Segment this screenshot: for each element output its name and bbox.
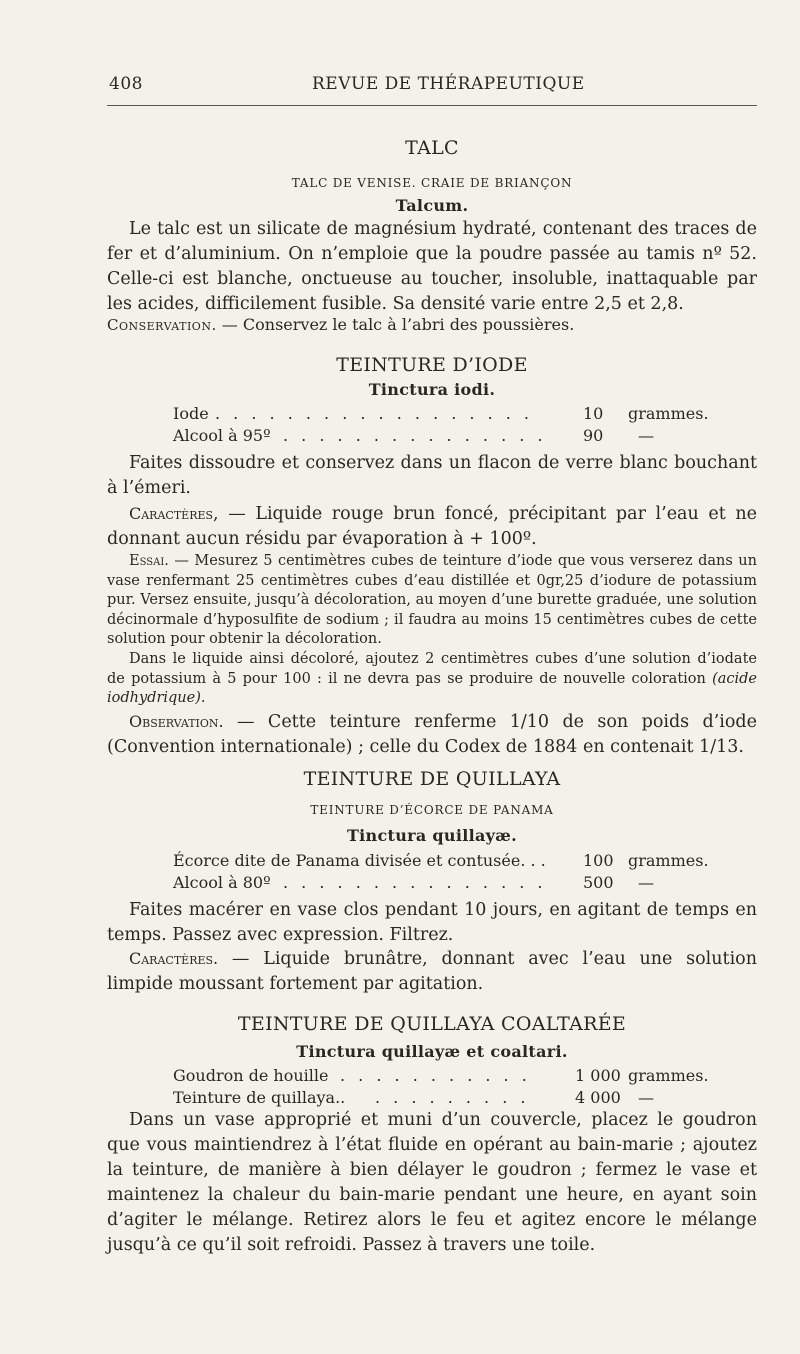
talc-conservation [107,315,757,334]
caracteres-text: , — Liquide rouge brun foncé, précipitant par l’eau et ne donnant aucun résidu par évaporation à + 100º. [107,504,757,549]
talc-description: Le talc est un silicate de magnésium hydraté, contenant des traces de fer et d’aluminium. On n’emploie que la poudre passée au tamis nº 52. Celle-ci est blanche, onctueuse au toucher, insoluble, inattaquable par les acides, difficilement fusible. Sa densité varie entre 2,5 et 2,8. [107,219,757,314]
conservation-label: Conservation. [107,316,217,334]
recipe-line [107,873,757,895]
leader-dots: . . . . . . . . . . . [340,1066,531,1085]
ingredient-unit: — [638,873,654,892]
coaltar-title: TEINTURE DE QUILLAYA COALTARÉE [237,1013,627,1035]
ingredient-unit: grammes. [628,1066,709,1085]
ingredient-unit: — [638,426,654,445]
coaltar-latin-name: Tinctura quillayæ et coaltari. [296,1042,568,1061]
quillaya-title: TEINTURE DE QUILLAYA [303,768,561,790]
ingredient-name: Alcool à 80º [173,873,271,892]
observation-label: Observation. [129,712,224,731]
quillaya-instructions: Faites macérer en vase clos pendant 10 jours, en agitant de temps en temps. Passez avec expression. Filtrez. [107,900,757,945]
recipe-line [107,1066,757,1088]
recipe-line [107,426,757,448]
leader-dots: . . . . . . . . . [375,1088,530,1107]
coaltar-recipe [107,1066,757,1110]
ingredient-qty: 4 000 [575,1088,621,1107]
header-rule [107,105,757,106]
iode-caracteres [107,501,757,552]
iode-instructions: Faites dissoudre et conservez dans un flacon de verre blanc bouchant à l’émeri. [107,453,757,498]
iode-recipe [107,404,757,448]
caracteres-label: Caractères [129,504,214,523]
ingredient-name: Iode [173,404,209,423]
caracteres-label: Caractères. [129,949,219,968]
conservation-text: — Conservez le talc à l’abri des poussières. [216,315,575,334]
ingredient-qty: 500 [583,873,614,892]
leader-dots: . . . . . . . . . . . . . . . [283,873,547,892]
recipe-line [107,404,757,426]
leader-dots: . . . . . . . . . . . . . . . . . . [215,404,534,423]
ingredient-name: Goudron de houille [173,1066,329,1085]
ingredient-name: Alcool à 95º [173,426,271,445]
running-header [107,74,757,96]
recipe-line [107,1088,757,1110]
journal-title: REVUE DE THÉRAPEUTIQUE [312,74,585,94]
ingredient-qty: 1 000 [575,1066,621,1085]
quillaya-subtitle: TEINTURE D’ÉCORCE DE PANAMA [310,803,554,817]
iode-title: TEINTURE D’IODE [336,354,528,376]
iode-essai [107,552,757,650]
ingredient-qty: 90 [583,426,604,445]
talc-latin-name: Talcum. [395,196,469,215]
ingredient-unit: — [638,1088,654,1107]
iode-observation [107,709,757,760]
essai-text: — Mesurez 5 centimètres cubes de teinture d’iode que vous verserez dans un vase renfermant 25 centimètres cubes d’eau distillée et 0gr,25 d’iodure de potassium pur. Versez ensuite, jusqu’à décoloration, au moyen d’une burette graduée, une solution décinormale d’hyposulfite de sodium ; il faudra au moins 15 centimètres cubes de cette solution pour obtenir la décoloration. [107,553,757,647]
caracteres-text: — Liquide brunâtre, donnant avec l’eau une solution limpide moussant fortement par agitation. [107,949,757,994]
essai-italic: (acide iodhydrique). [107,670,757,706]
recipe-line [107,851,757,873]
ingredient-name: Écorce dite de Panama divisée et contusée. . . [173,851,546,870]
quillaya-latin-name: Tinctura quillayæ. [346,826,518,845]
iode-latin-name: Tinctura iodi. [368,380,496,399]
ingredient-qty: 10 [583,404,604,423]
essai-text-2: Dans le liquide ainsi décoloré, ajoutez 2 centimètres cubes d’une solution d’iodate de potassium à 5 pour 100 : il ne devra pas se produire de nouvelle coloration [107,651,757,687]
ingredient-unit: grammes. [628,404,709,423]
observation-text: — Cette teinture renferme 1/10 de son poids d’iode (Convention internationale) ; celle du Codex de 1884 en contenait 1/13. [107,712,757,757]
page-number: 408 [109,74,143,94]
ingredient-name: Teinture de quillaya.. [173,1088,346,1107]
essai-label: Essai. [129,553,169,569]
leader-dots: . . . . . . . . . . . . . . . [283,426,547,445]
talc-title: TALC [405,137,459,159]
iode-essai-continued [107,650,757,709]
quillaya-recipe [107,851,757,895]
quillaya-caracteres [107,946,757,997]
ingredient-unit: grammes. [628,851,709,870]
talc-subtitle: TALC DE VENISE. CRAIE DE BRIANÇON [291,176,573,190]
ingredient-qty: 100 [583,851,614,870]
coaltar-instructions: Dans un vase approprié et muni d’un couvercle, placez le goudron que vous maintiendrez à l’état fluide en opérant au bain-marie ; ajoutez la teinture, de manière à bien délayer le goudron ; fermez le vase et maintenez la chaleur du bain-marie pendant une heure, en ayant soin d’agiter le mélange. Retirez alors le feu et agitez encore le mélange jusqu’à ce qu’il soit refroidi. Passez à travers une toile. [107,1110,757,1255]
